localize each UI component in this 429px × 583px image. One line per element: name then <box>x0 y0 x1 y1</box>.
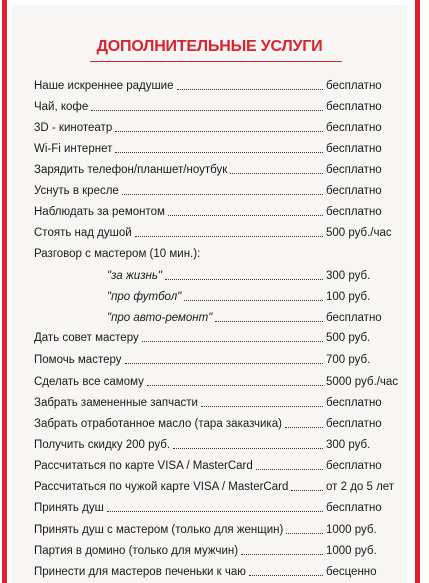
item-label: Зарядить телефон/планшет/ноутбук <box>34 164 228 176</box>
item-price: бесплатно <box>326 502 382 514</box>
list-item <box>34 476 395 494</box>
list-item <box>34 455 390 473</box>
item-price: 500 руб. <box>326 332 371 344</box>
list-item <box>34 349 390 367</box>
item-price: 500 руб./час <box>326 227 392 239</box>
item-label: Wi-Fi интернет <box>34 143 113 155</box>
list-item <box>34 180 390 198</box>
item-price: бесплатно <box>326 397 382 409</box>
dot-leader <box>201 406 323 407</box>
item-label: Принять душ <box>34 502 104 514</box>
item-price: 5000 руб./час <box>326 376 399 388</box>
item-label: Разговор с мастером (10 мин.): <box>34 248 201 260</box>
item-label: Наше искреннее радушие <box>34 80 174 92</box>
dot-leader <box>177 89 324 90</box>
item-label: Сделать все самому <box>34 376 144 388</box>
dot-leader <box>241 554 323 555</box>
dot-leader <box>125 363 324 364</box>
dot-leader <box>122 194 323 195</box>
item-label: Наблюдать за ремонтом <box>34 206 165 218</box>
item-label: "за жизнь" <box>107 270 163 282</box>
item-price: бесплатно <box>326 418 382 430</box>
price-sheet <box>12 5 407 583</box>
item-price: 700 руб. <box>326 354 371 366</box>
item-label: Рассчитаться по чужой карте VISA / MasterCard <box>34 481 289 493</box>
list-item <box>34 159 390 177</box>
dot-leader <box>115 152 323 153</box>
item-price: бесплатно <box>326 185 382 197</box>
item-price: бесплатно <box>326 206 382 218</box>
list-item <box>34 75 390 93</box>
dot-leader <box>291 490 323 491</box>
dot-leader <box>184 300 323 301</box>
item-label: "про футбол" <box>107 291 182 303</box>
item-price: 300 руб. <box>326 439 371 451</box>
item-label: Принять душ с мастером (только для женщин) <box>34 524 284 536</box>
dot-leader <box>173 448 323 449</box>
item-price: бесплатно <box>326 164 382 176</box>
list-item <box>34 222 390 240</box>
list-item <box>34 497 390 515</box>
dot-leader <box>285 427 323 428</box>
item-price: бесплатно <box>326 460 382 472</box>
item-price: 300 руб. <box>326 270 371 282</box>
item-price: бесплатно <box>326 101 382 113</box>
page-title: ДОПОЛНИТЕЛЬНЫЕ УСЛУГИ <box>96 38 323 55</box>
item-label: Стоять над душой <box>34 227 132 239</box>
list-item <box>34 434 390 452</box>
dot-leader <box>91 110 323 111</box>
item-price: бесплатно <box>326 143 382 155</box>
list-item <box>34 392 390 410</box>
item-label: Дать совет мастеру <box>34 332 139 344</box>
dot-leader <box>135 236 323 237</box>
list-item <box>107 286 390 304</box>
dot-leader <box>115 131 323 132</box>
dot-leader <box>256 469 323 470</box>
item-label: Забрать отработанное масло (тара заказчика) <box>34 418 282 430</box>
list-item <box>34 540 390 558</box>
list-item <box>34 413 390 431</box>
item-label: "про авто-ремонт" <box>107 312 213 324</box>
list-item <box>34 561 390 579</box>
dot-leader <box>168 215 323 216</box>
item-label: Рассчитаться по карте VISA / MasterCard <box>34 460 253 472</box>
item-label: Получить скидку 200 руб. <box>34 439 171 451</box>
list-item <box>34 138 390 156</box>
dot-leader <box>165 279 323 280</box>
dot-leader <box>215 321 323 322</box>
title-underline <box>90 61 342 62</box>
item-price: 1000 руб. <box>326 545 377 557</box>
list-item <box>34 519 390 537</box>
list-item <box>34 96 390 114</box>
dot-leader <box>147 385 323 386</box>
item-price: 100 руб. <box>326 291 371 303</box>
item-label: Уснуть в кресле <box>34 185 119 197</box>
item-price: 1000 руб. <box>326 524 377 536</box>
item-label: Принести для мастеров печеньки к чаю <box>34 566 246 578</box>
item-label: Партия в домино (только для мужчин) <box>34 545 239 557</box>
item-price: от 2 до 5 лет <box>326 481 395 493</box>
item-price: бесплатно <box>326 312 382 324</box>
dot-leader <box>249 575 323 576</box>
item-label: 3D - кинотеатр <box>34 122 113 134</box>
list-item <box>107 265 390 283</box>
item-label: Помочь мастеру <box>34 354 122 366</box>
list-item <box>34 243 390 261</box>
item-label: Забрать замененные запчасти <box>34 397 198 409</box>
item-price: бесценно <box>326 566 377 578</box>
dot-leader <box>230 173 323 174</box>
list-item <box>34 371 399 389</box>
item-price: бесплатно <box>326 80 382 92</box>
item-label: Чай, кофе <box>34 101 89 113</box>
list-item <box>34 201 390 219</box>
list-item <box>34 117 390 135</box>
dot-leader <box>286 533 323 534</box>
dot-leader <box>107 511 323 512</box>
dot-leader <box>142 341 323 342</box>
item-price: бесплатно <box>326 122 382 134</box>
list-item <box>34 327 390 345</box>
list-item <box>107 307 390 325</box>
